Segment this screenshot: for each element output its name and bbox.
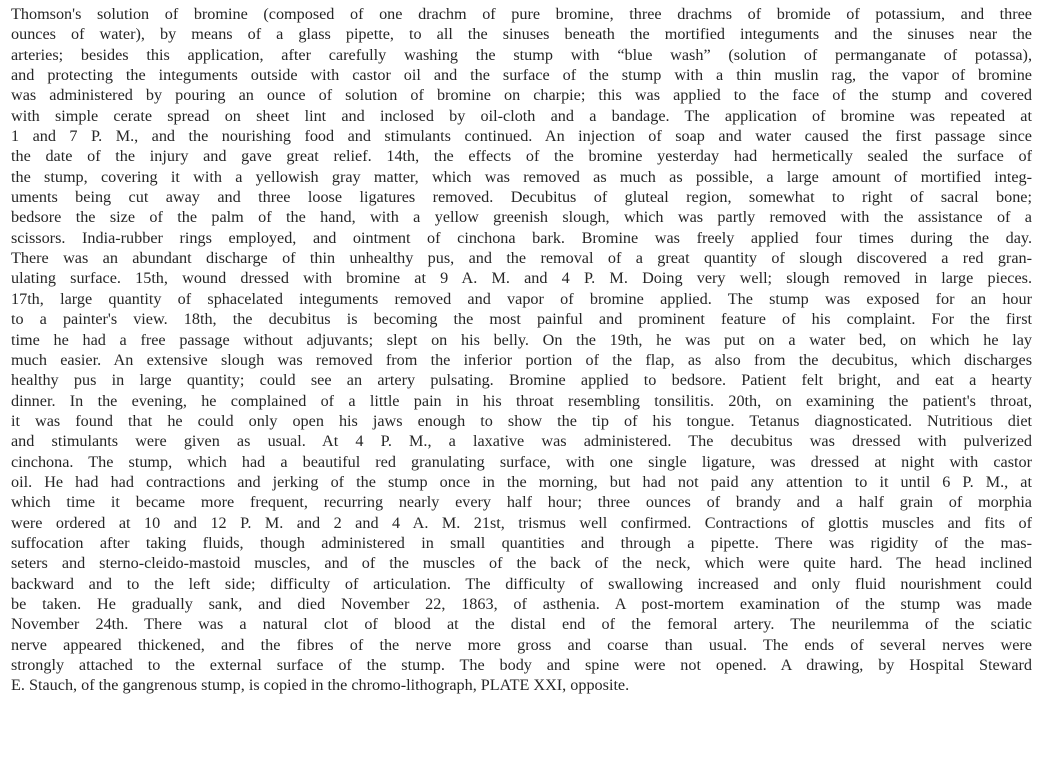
text-line: There was an abundant discharge of thin unhealthy pus, and the removal of a great quantity of slough discovered a red gran- xyxy=(11,249,1032,268)
text-line: scissors. India-rubber rings employed, and ointment of cinchona bark. Bromine was freely applied four times during the day. xyxy=(11,228,1032,247)
text-line: ounces of water), by means of a glass pipette, to all the sinuses beneath the mortified integuments and the sinuses near the xyxy=(11,25,1032,44)
text-line: backward and to the left side; difficulty of articulation. The difficulty of swallowing increased and only fluid nourishment could xyxy=(11,574,1032,593)
body-text xyxy=(11,4,1032,696)
text-line: which time it became more frequent, recurring nearly every half hour; three ounces of brandy and a half grain of morphia xyxy=(11,493,1032,512)
text-line: and stimulants were given as usual. At 4 P. M., a laxative was administered. The decubitus was dressed with pulverized xyxy=(11,432,1032,451)
text-line-last: E. Stauch, of the gangrenous stump, is copied in the chromo-lithograph, PLATE XXI, opposite. xyxy=(11,676,630,695)
text-line: 17th, large quantity of sphacelated integuments removed and vapor of bromine applied. The stump was exposed for an hour xyxy=(11,289,1032,308)
text-line: 1 and 7 P. M., and the nourishing food and stimulants continued. An injection of soap and water caused the first passage since xyxy=(11,127,1032,146)
text-line: arteries; besides this application, after carefully washing the stump with “blue wash” (solution of permanganate of potassa), xyxy=(11,45,1032,64)
text-line: time he had a free passage without adjuvants; slept on his belly. On the 19th, he was put on a water bed, on which he lay xyxy=(11,330,1032,349)
text-line: oil. He had had contractions and jerking of the stump once in the morning, but had not paid any attention to it until 6 P. M., at xyxy=(11,472,1032,491)
text-line: cinchona. The stump, which had a beautiful red granulating surface, with one single ligature, was dressed at night with castor xyxy=(11,452,1032,471)
text-line: November 24th. There was a natural clot of blood at the distal end of the femoral artery. The neurilemma of the sciatic xyxy=(11,615,1032,634)
text-line: ulating surface. 15th, wound dressed with bromine at 9 A. M. and 4 P. M. Doing very well; slough removed in large pieces. xyxy=(11,269,1032,288)
text-line: much easier. An extensive slough was removed from the inferior portion of the flap, as also from the decubitus, which discharges xyxy=(11,350,1032,369)
text-line: seters and sterno-cleido-mastoid muscles, and of the muscles of the back of the neck, which were quite hard. The head inclined xyxy=(11,554,1032,573)
text-line: with simple cerate spread on sheet lint and inclosed by oil-cloth and a bandage. The application of bromine was repeated at xyxy=(11,106,1032,125)
text-line: nerve appeared thickened, and the fibres of the nerve more gross and coarse than usual. The ends of several nerves were xyxy=(11,635,1032,654)
text-line: dinner. In the evening, he complained of a little pain in his throat resembling tonsilitis. 20th, on examining the patient's throat, xyxy=(11,391,1032,410)
text-line: bedsore the size of the palm of the hand, with a yellow greenish slough, which was partly removed with the assistance of a xyxy=(11,208,1032,227)
text-line: and protecting the integuments outside with castor oil and the surface of the stump with a thin muslin rag, the vapor of bromine xyxy=(11,66,1032,85)
text-line: it was found that he could only open his jaws enough to show the tip of his tongue. Tetanus diagnosticated. Nutritious diet xyxy=(11,411,1032,430)
text-line: Thomson's solution of bromine (composed of one drachm of pure bromine, three drachms of bromide of potassium, and three xyxy=(11,5,1032,23)
text-line: suffocation after taking fluids, though administered in small quantities and through a pipette. There was rigidity of the mas- xyxy=(11,533,1032,552)
text-line: uments being cut away and three loose ligatures removed. Decubitus of gluteal region, somewhat to right of sacral bone; xyxy=(11,188,1032,207)
text-line: was administered by pouring an ounce of solution of bromine on charpie; this was applied to the face of the stump and covered xyxy=(11,86,1032,105)
text-line: strongly attached to the external surface of the stump. The body and spine were not opened. A drawing, by Hospital Steward xyxy=(11,656,1032,674)
text-line: were ordered at 10 and 12 P. M. and 2 and 4 A. M. 21st, trismus well confirmed. Contractions of glottis muscles and fits of xyxy=(11,513,1032,532)
text-line: the stump, covering it with a yellowish gray matter, which was removed as much as possible, a large amount of mortified integ- xyxy=(11,167,1032,186)
text-line: the date of the injury and gave great relief. 14th, the effects of the bromine yesterday had hermetically sealed the surface of xyxy=(11,147,1032,166)
text-line: be taken. He gradually sank, and died November 22, 1863, of asthenia. A post-mortem examination of the stump was made xyxy=(11,594,1032,613)
text-line: healthy pus in large quantity; could see an artery pulsating. Bromine applied to bedsore. Patient felt bright, and eat a hearty xyxy=(11,371,1032,390)
text-line: to a painter's view. 18th, the decubitus is becoming the most painful and prominent feature of his complaint. For the first xyxy=(11,310,1032,329)
